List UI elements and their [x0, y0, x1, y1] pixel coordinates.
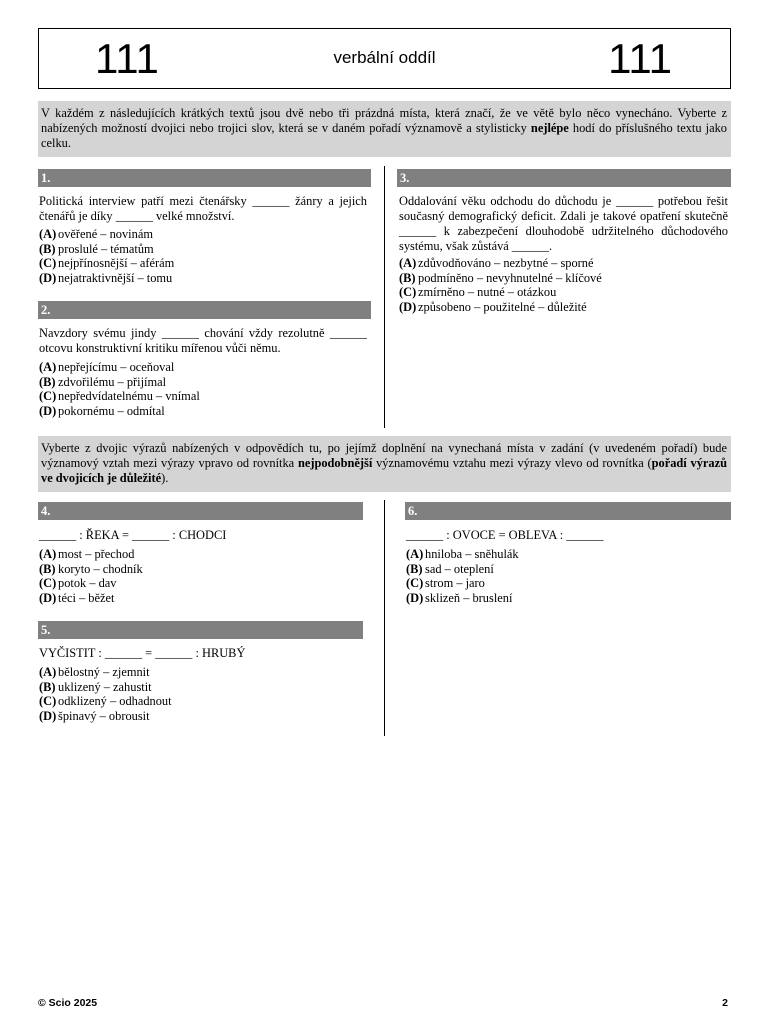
- options-list-3: [399, 256, 602, 314]
- option-d[interactable]: (D) téci – běžet: [39, 590, 115, 605]
- option-b[interactable]: (B) zdvořilému – přijímal: [39, 374, 167, 389]
- option-a[interactable]: (A) ověřené – novinám: [39, 227, 153, 241]
- option-a[interactable]: (A) most – přechod: [39, 547, 135, 561]
- instructions-emphasis: nejlépe: [530, 121, 569, 135]
- question-header-3: 3.: [397, 169, 731, 187]
- question-text-2: Navzdory svému jindy ______ chování vždy rezolutně ______ otcovu konstruktivní kritiku mířenou vůči němu.: [39, 326, 367, 355]
- options-list-6: [406, 547, 519, 605]
- instructions-emphasis: pořadí výrazů ve dvojicích je důležité: [41, 456, 727, 485]
- section-title: verbální oddíl: [333, 48, 436, 67]
- footer-copyright: © Scio 2025: [38, 997, 98, 1009]
- option-c[interactable]: (C) zmírněno – nutné – otázkou: [399, 285, 557, 300]
- option-a[interactable]: (A) bělostný – zjemnit: [39, 665, 150, 679]
- option-c[interactable]: (C) nepředvídatelnému – vnímal: [39, 389, 200, 404]
- options-list-1: [39, 227, 174, 285]
- option-c[interactable]: (C) odklizený – odhadnout: [39, 694, 172, 709]
- option-b[interactable]: (B) proslulé – tématům: [39, 241, 154, 256]
- question-text-4: ______ : ŘEKA = ______ : CHODCI: [39, 528, 227, 542]
- option-d[interactable]: (D) nejatraktivnější – tomu: [39, 270, 173, 285]
- instructions-text: Vyberte z dvojic výrazů nabízených v odpovědích tu, po jejímž doplnění na vynechaná místa v zadání (v uvedeném pořadí) bude významový vztah mezi výrazy vpravo od rovnítka: [41, 441, 727, 470]
- column-divider: [384, 166, 385, 428]
- options-list-2: [39, 360, 200, 418]
- options-list-5: [39, 665, 172, 723]
- footer-page-number: 2: [722, 997, 728, 1009]
- question-text-3: Oddalování věku odchodu do důchodu je ______ potřebou řešit současný demografický deficit. Zdali je takové opatření skutečně ______ k zabezpečení dlouhodobě udržitelného důchodového systému, však zůstává ______.: [399, 194, 728, 253]
- question-header-1: 1.: [38, 169, 371, 187]
- test-code-right: 111: [608, 35, 672, 82]
- instructions-text: ).: [161, 471, 169, 485]
- question-header-2: 2.: [38, 301, 371, 319]
- column-divider: [384, 500, 385, 736]
- question-text-6: ______ : OVOCE = OBLEVA : ______: [406, 528, 604, 542]
- option-d[interactable]: (D) pokornému – odmítal: [39, 403, 165, 418]
- option-b[interactable]: (B) podmíněno – nevyhnutelné – klíčové: [399, 270, 602, 285]
- instructions-block-1: [38, 101, 731, 157]
- option-d[interactable]: (D) způsobeno – použitelné – důležité: [399, 299, 587, 314]
- option-b[interactable]: (B) sad – oteplení: [406, 561, 494, 576]
- option-c[interactable]: (C) potok – dav: [39, 576, 117, 591]
- option-d[interactable]: (D) sklizeň – bruslení: [406, 590, 513, 605]
- question-header-5: 5.: [38, 621, 363, 639]
- question-text-5: VYČISTIT : ______ = ______ : HRUBÝ: [39, 646, 246, 660]
- option-b[interactable]: (B) uklizený – zahustit: [39, 679, 152, 694]
- option-a[interactable]: (A) zdůvodňováno – nezbytné – sporné: [399, 256, 594, 270]
- question-header-6: 6.: [405, 502, 731, 520]
- instructions-emphasis: nejpodobnější: [297, 456, 373, 470]
- option-c[interactable]: (C) nejpřínosnější – aférám: [39, 256, 175, 271]
- test-code-left: 111: [95, 35, 159, 82]
- option-c[interactable]: (C) strom – jaro: [406, 576, 485, 591]
- option-b[interactable]: (B) koryto – chodník: [39, 561, 143, 576]
- page-header: [38, 28, 731, 89]
- instructions-text: hodí do příslušného textu jako celku.: [41, 121, 727, 150]
- option-a[interactable]: (A) hniloba – sněhulák: [406, 547, 519, 561]
- instructions-text: významovému vztahu mezi výrazy vlevo od rovnítka (: [372, 456, 652, 470]
- question-text-1: Politická interview patří mezi čtenářsky ______ žánry a jejich čtenářů je díky ______ velké množství.: [39, 194, 367, 223]
- option-d[interactable]: (D) špinavý – obrousit: [39, 708, 150, 723]
- options-list-4: [39, 547, 143, 605]
- instructions-block-2: [38, 436, 731, 492]
- question-header-4: 4.: [38, 502, 363, 520]
- option-a[interactable]: (A) nepřejícímu – oceňoval: [39, 360, 175, 374]
- instructions-text: V každém z následujících krátkých textů jsou dvě nebo tři prázdná místa, která značí, že ve větě bylo něco vynecháno. Vyberte z nabízených možností dvojici nebo trojici slov, která se v daném pořadí významově a stylisticky: [41, 106, 727, 135]
